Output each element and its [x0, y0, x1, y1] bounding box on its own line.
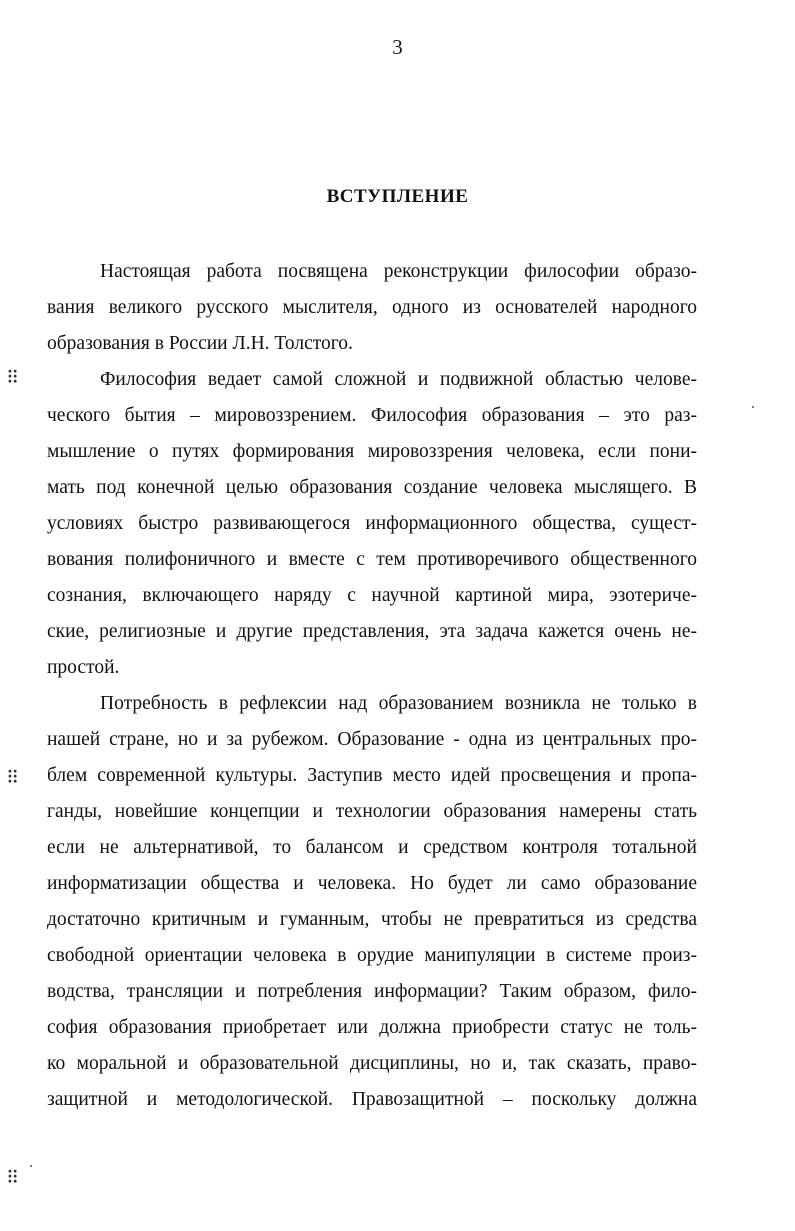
text-line: Потребность в рефлексии над образованием возникла не только в [100, 693, 697, 714]
margin-mark: ⠿ [6, 368, 20, 388]
text-line: блем современной культуры. Заступив место идей просвещения и пропа- [47, 765, 697, 786]
text-line: информатизации общества и человека. Но будет ли само образование [47, 873, 697, 894]
text-line: вания великого русского мыслителя, одного из основателей народного [47, 297, 697, 318]
text-line: условиях быстро развивающегося информационного общества, сущест- [47, 513, 697, 534]
section-title: ВСТУПЛЕНИЕ [326, 186, 469, 207]
text-line: вования полифоничного и вместе с тем противоречивого общественного [47, 549, 697, 570]
scan-dot [752, 406, 754, 408]
text-line: ко моральной и образовательной дисциплины, но и, так сказать, право- [47, 1053, 697, 1074]
paragraph-1 [47, 254, 697, 362]
page-number: 3 [392, 35, 403, 59]
text-line: простой. [47, 657, 120, 678]
text-line: если не альтернативой, то балансом и средством контроля тотальной [47, 837, 697, 858]
paragraph-2 [47, 362, 697, 686]
scan-dot [30, 1165, 32, 1167]
text-line: софия образования приобретает или должна приобрести статус не толь- [47, 1017, 697, 1038]
paragraph-3 [47, 686, 697, 1118]
text-line: образования в России Л.Н. Толстого. [47, 333, 353, 354]
text-line: сознания, включающего наряду с научной картиной мира, эзотериче- [47, 585, 697, 606]
text-line: нашей стране, но и за рубежом. Образование - одна из центральных про- [47, 729, 697, 750]
text-line: ганды, новейшие концепции и технологии образования намерены стать [47, 801, 697, 822]
text-line: свободной ориентации человека в орудие манипуляции в системе произ- [47, 945, 697, 966]
text-line: мать под конечной целью образования создание человека мыслящего. В [47, 477, 697, 498]
margin-mark: ⠿ [6, 768, 20, 788]
text-line: ческого бытия – мировоззрением. Философия образования – это раз- [47, 405, 697, 426]
text-line: Настоящая работа посвящена реконструкции философии образо- [100, 261, 697, 282]
text-line: достаточно критичным и гуманным, чтобы не превратиться из средства [47, 909, 697, 930]
margin-mark: ⠿ [6, 1168, 20, 1188]
text-line: водства, трансляции и потребления информации? Таким образом, фило- [47, 981, 697, 1002]
text-line: мышление о путях формирования мировоззрения человека, если пони- [47, 441, 697, 462]
text-line: защитной и методологической. Правозащитной – поскольку должна [47, 1089, 697, 1110]
text-line: ские, религиозные и другие представления, эта задача кажется очень не- [47, 621, 697, 642]
text-line: Философия ведает самой сложной и подвижной областью челове- [100, 369, 697, 390]
